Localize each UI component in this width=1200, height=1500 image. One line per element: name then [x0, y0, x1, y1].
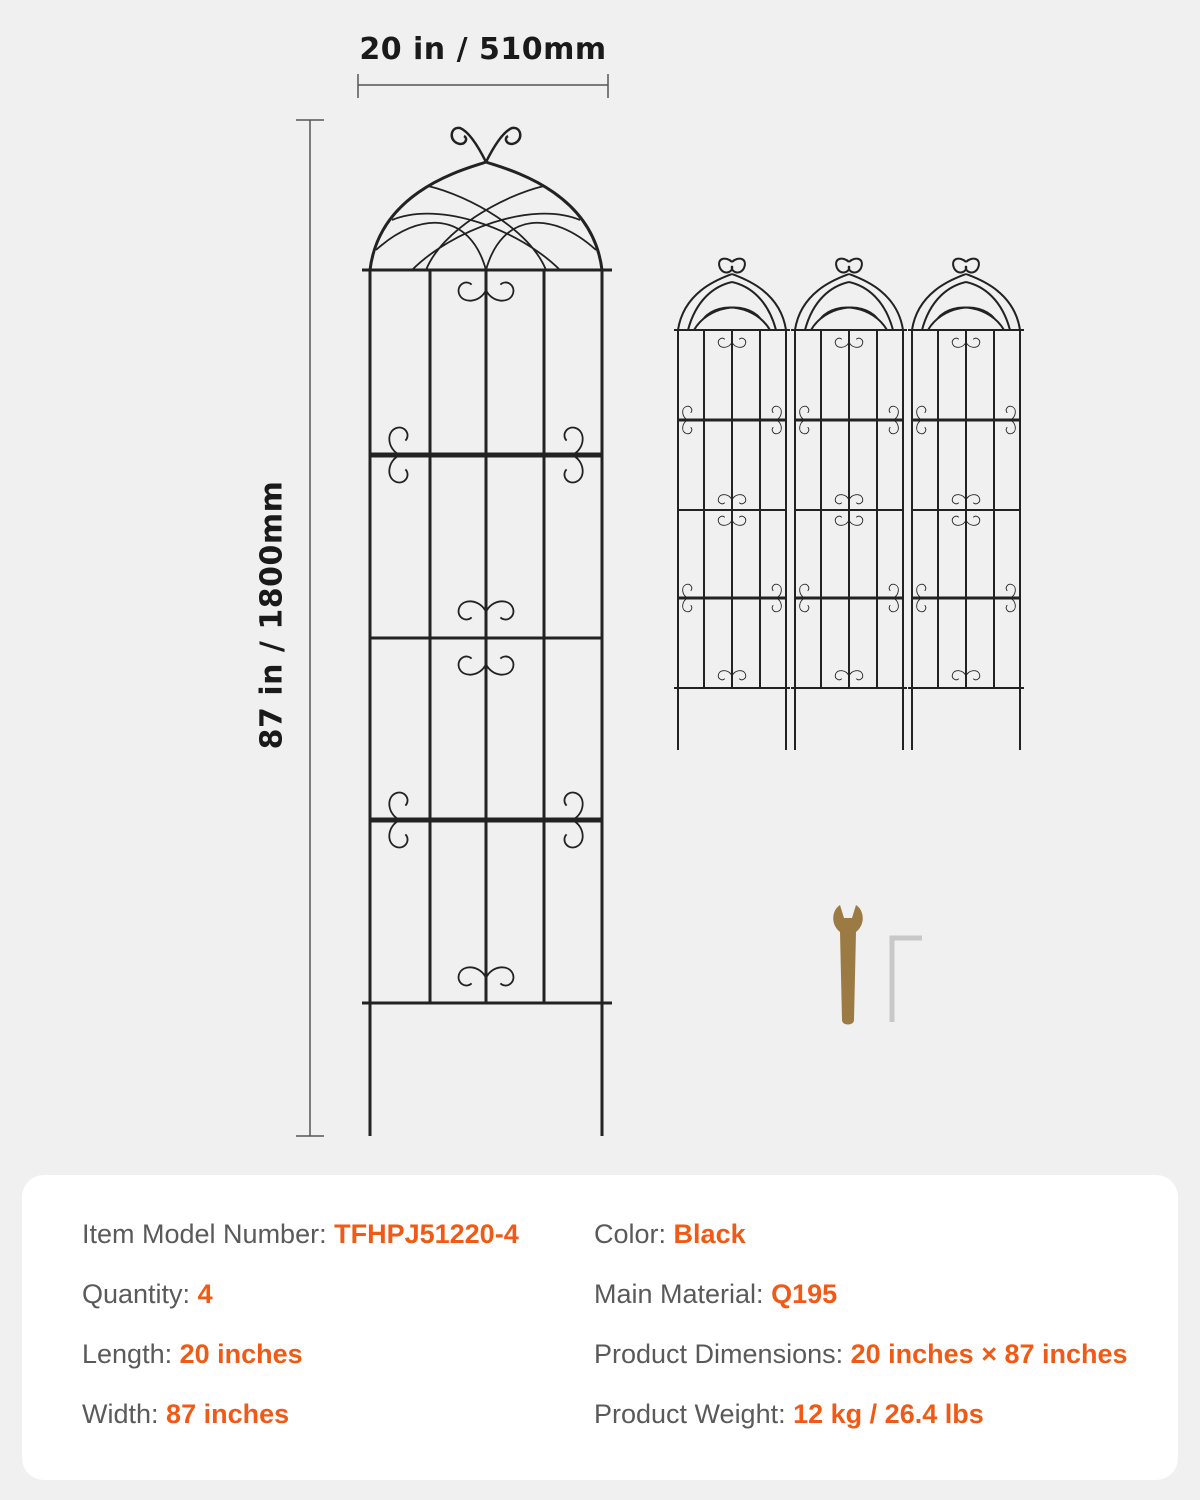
spec-weight-label: Product Weight: — [594, 1399, 786, 1429]
spec-model-value: TFHPJ51220-4 — [334, 1219, 519, 1249]
spec-width — [82, 1399, 289, 1430]
spec-dimensions-label: Product Dimensions: — [594, 1339, 844, 1369]
spec-material-label: Main Material: — [594, 1279, 764, 1309]
spec-material — [594, 1279, 837, 1310]
height-dimension-text: 87 in / 1800mm — [254, 480, 290, 750]
hex-key-icon — [892, 938, 922, 1022]
spec-length — [82, 1339, 303, 1370]
spec-quantity — [82, 1279, 213, 1310]
spec-model-label: Item Model Number: — [82, 1219, 327, 1249]
spec-quantity-value: 4 — [197, 1279, 213, 1309]
trellis-panel-set — [674, 259, 1024, 750]
spec-length-label: Length: — [82, 1339, 173, 1369]
spec-card — [22, 1175, 1178, 1480]
spec-length-value: 20 inches — [179, 1339, 303, 1369]
width-dimension-label: 20 in / 510mm — [359, 32, 607, 67]
spec-material-value: Q195 — [771, 1279, 838, 1309]
spec-quantity-label: Quantity: — [82, 1279, 191, 1309]
trellis-panel-1 — [674, 259, 790, 750]
trellis-panel-3 — [908, 259, 1024, 750]
spec-width-value: 87 inches — [166, 1399, 290, 1429]
spec-width-label: Width: — [82, 1399, 159, 1429]
spec-color — [594, 1219, 746, 1250]
spec-weight-value: 12 kg / 26.4 lbs — [793, 1399, 984, 1429]
spec-color-value: Black — [673, 1219, 746, 1249]
large-trellis-panel — [362, 128, 612, 1136]
spec-dimensions — [594, 1339, 1128, 1370]
trellis-panel-2 — [791, 259, 907, 750]
width-dimension-line — [358, 74, 608, 98]
spec-weight — [594, 1399, 984, 1430]
spec-color-label: Color: — [594, 1219, 667, 1249]
height-dimension-line — [296, 120, 324, 1136]
spec-dimensions-value: 20 inches × 87 inches — [850, 1339, 1128, 1369]
wrench-icon — [833, 905, 863, 1025]
spec-model — [82, 1219, 519, 1250]
